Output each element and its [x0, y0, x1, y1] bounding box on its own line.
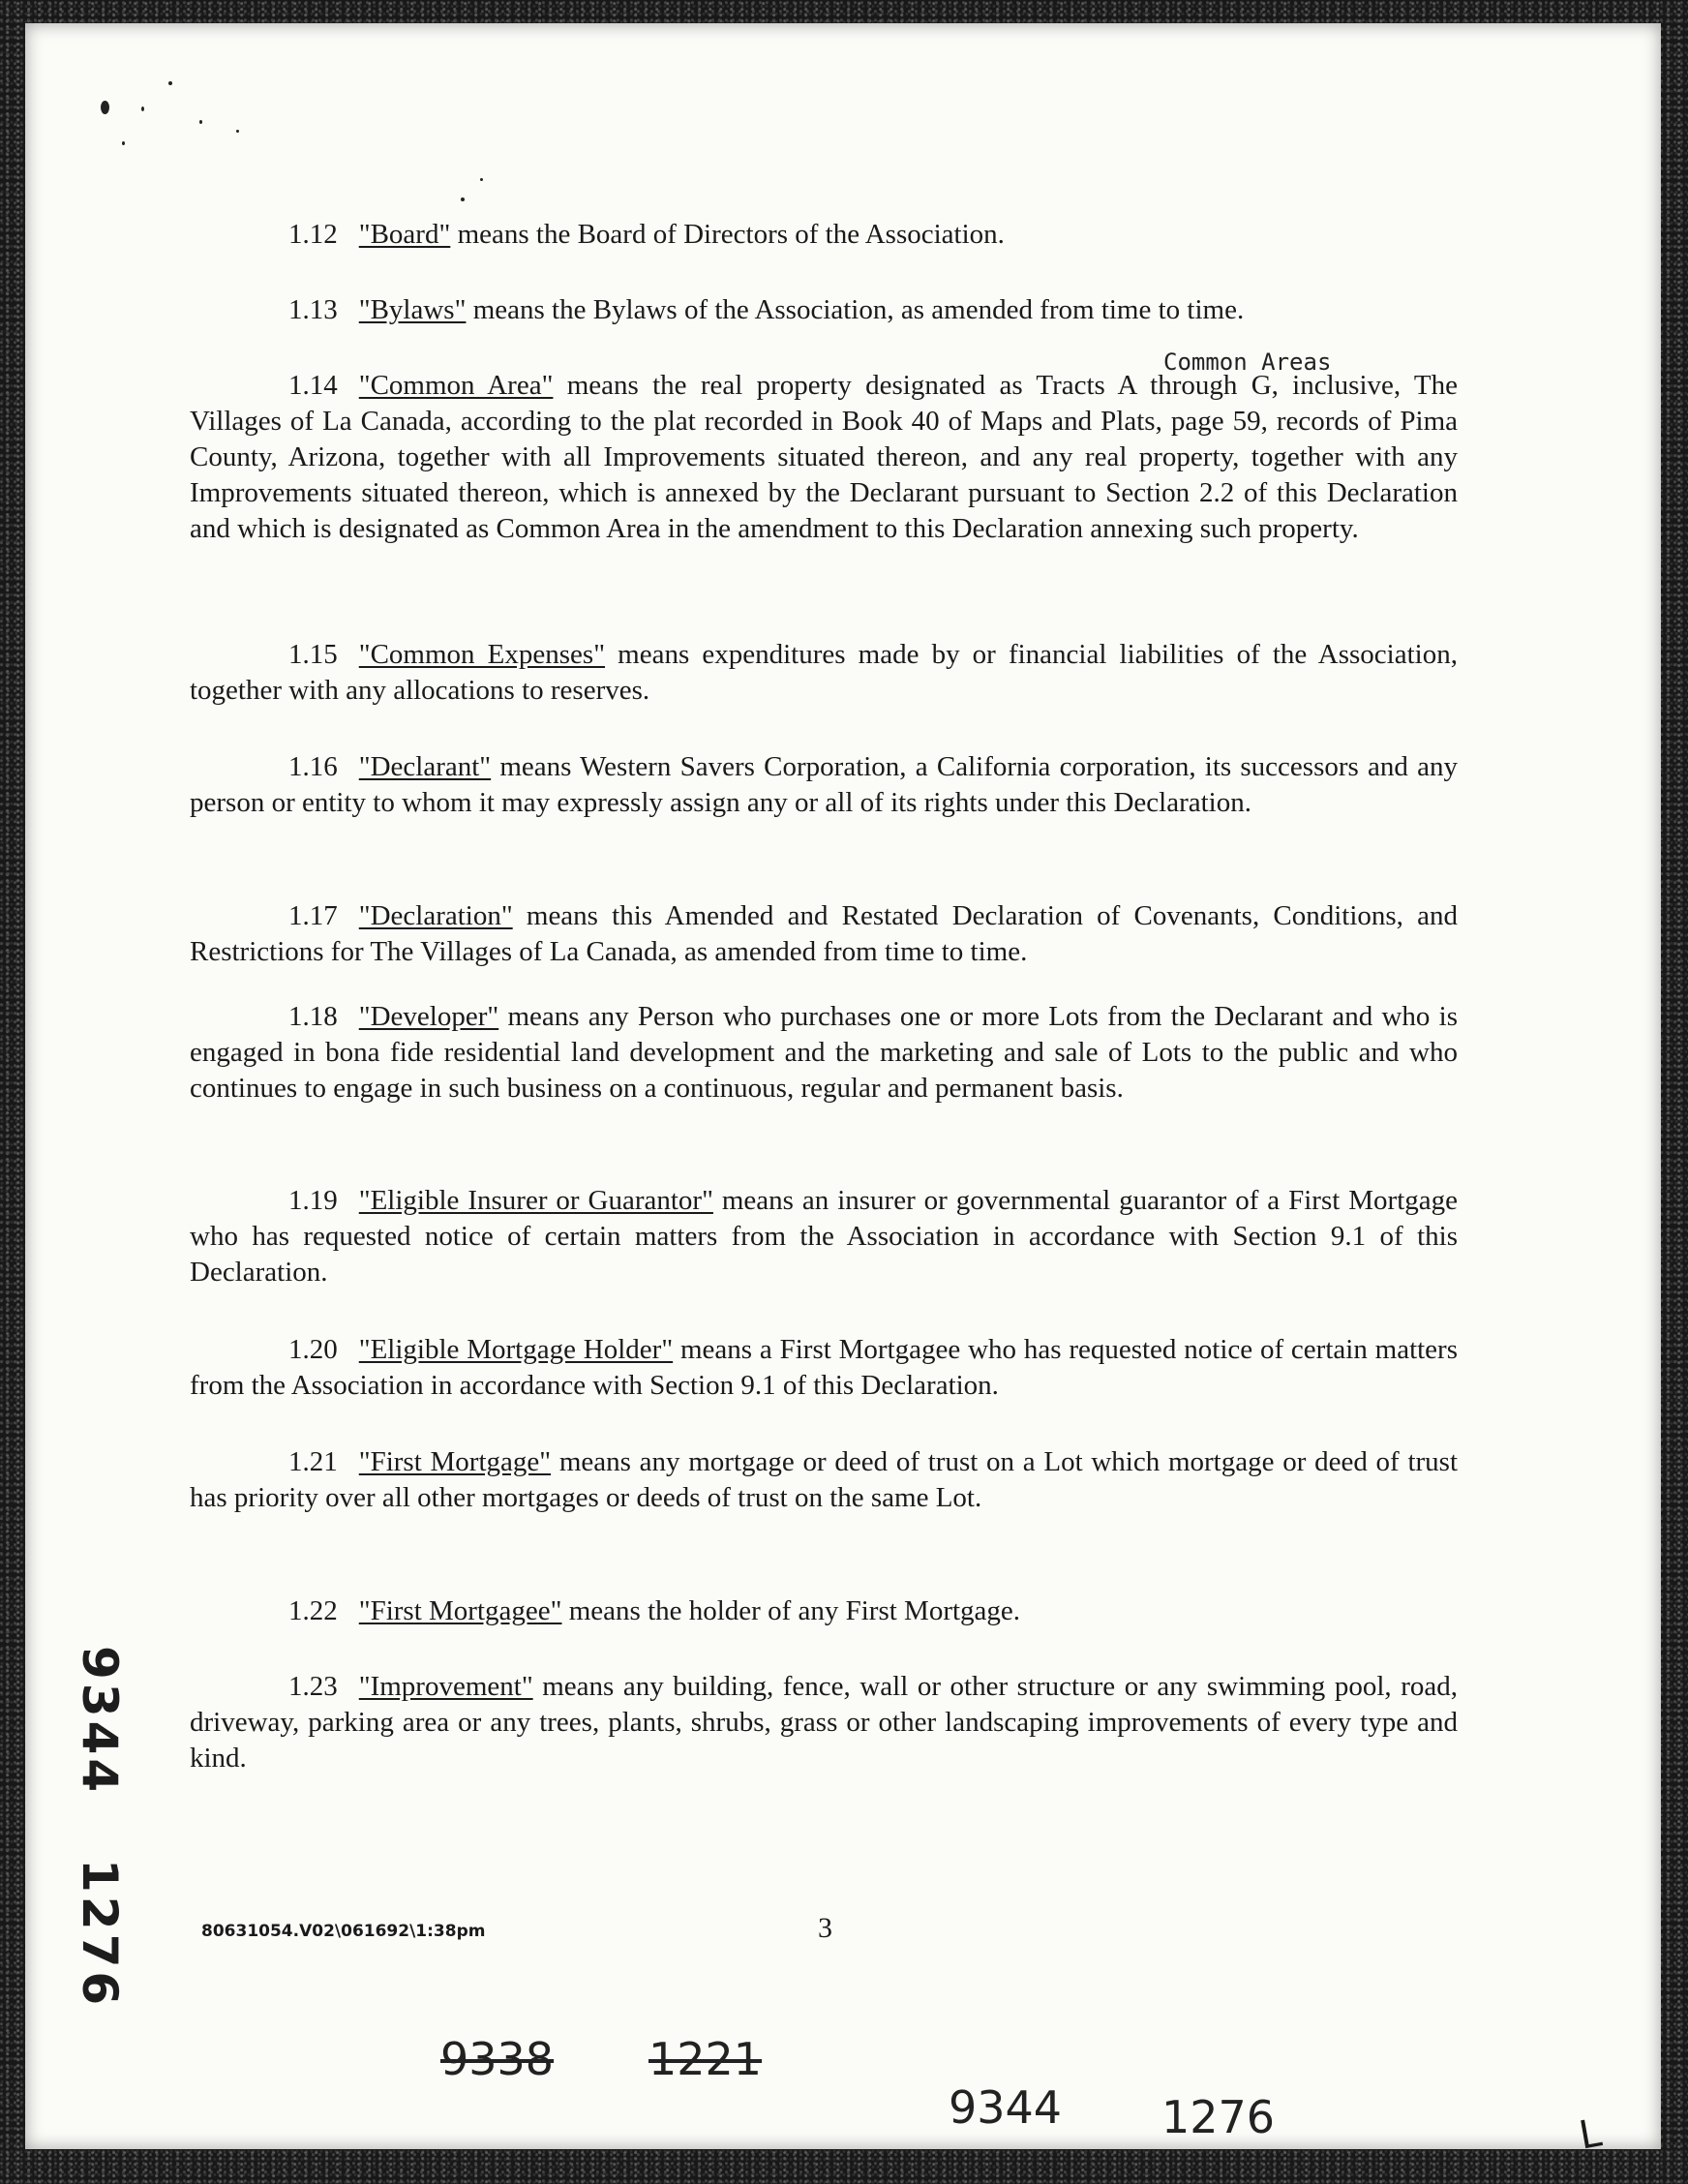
- definition-text: means the Board of Directors of the Association.: [450, 219, 1005, 250]
- definition-1-18: [190, 999, 1458, 1107]
- definition-1-16: [190, 749, 1458, 821]
- section-number: 1.16: [288, 751, 338, 782]
- section-number: 1.14: [288, 370, 338, 401]
- new-page-number: 1276: [1161, 2091, 1276, 2143]
- defined-term: "Declaration": [358, 900, 513, 931]
- defined-term: "Bylaws": [358, 294, 467, 325]
- definition-text: means this Amended and Restated Declaration of Covenants, Conditions, and Restrictions for The Villages of La Canada, as amended from time to time.: [190, 900, 1458, 967]
- definition-1-21: [190, 1444, 1458, 1516]
- footer-file-reference: 80631054.V02\061692\1:38pm: [201, 1922, 486, 1941]
- defined-term: "First Mortgage": [358, 1446, 552, 1477]
- definition-text: means the holder of any First Mortgage.: [561, 1595, 1021, 1626]
- definition-1-12: [190, 217, 1458, 253]
- definition-1-19: [190, 1183, 1458, 1290]
- section-number: 1.23: [288, 1671, 338, 1702]
- defined-term: "Eligible Insurer or Guarantor": [358, 1185, 713, 1216]
- definition-1-23: [190, 1669, 1458, 1776]
- definition-text: means a First Mortgagee who has requested notice of certain matters from the Association in accordance with Section 9.1 of this Declaration.: [190, 1334, 1458, 1401]
- handwritten-insertion: Common Areas: [1163, 349, 1332, 376]
- scan-specks: [83, 81, 499, 236]
- definition-text: means the real property designated as Tracts A through G, inclusive, The Villages of La Canada, according to the plat recorded in Book 40 of Maps and Plats, page 59, records of Pima County, Arizona, together with all Improvements situated thereon, and any real property, together with any Improvements situated thereon, which is annexed by the Declarant pursuant to Section 2.2 of this Declaration and which is designated as Common Area in the amendment to this Declaration annexing such property.: [190, 370, 1458, 544]
- definition-1-13: [190, 292, 1458, 328]
- defined-term: "First Mortgagee": [358, 1595, 562, 1626]
- definition-text: means expenditures made by or financial liabilities of the Association, together with any allocations to reserves.: [190, 639, 1458, 706]
- section-number: 1.12: [288, 219, 338, 250]
- defined-term: "Common Expenses": [358, 639, 606, 670]
- margin-book-number: 9344: [72, 1646, 128, 1797]
- definition-1-15: [190, 637, 1458, 709]
- section-number: 1.17: [288, 900, 338, 931]
- handwritten-mark: L: [1576, 2110, 1606, 2159]
- old-page-number: 1221: [648, 2033, 763, 2085]
- definition-1-20: [190, 1332, 1458, 1404]
- margin-page-number: 1276: [72, 1859, 128, 2010]
- defined-term: "Board": [358, 219, 451, 250]
- defined-term: "Improvement": [358, 1671, 533, 1702]
- section-number: 1.15: [288, 639, 338, 670]
- definition-text: means the Bylaws of the Association, as amended from time to time.: [466, 294, 1245, 325]
- definition-text: means any Person who purchases one or more Lots from the Declarant and who is engaged in bona fide residential land development and the marketing and sale of Lots to the public and who continues to engage in such business on a continuous, regular and permanent basis.: [190, 1001, 1458, 1104]
- page-number: 3: [818, 1912, 832, 1944]
- section-number: 1.22: [288, 1595, 338, 1626]
- section-number: 1.13: [288, 294, 338, 325]
- definition-text: means any building, fence, wall or other structure or any swimming pool, road, driveway, parking area or any trees, plants, shrubs, grass or other landscaping improvements of every type and kind.: [190, 1671, 1458, 1774]
- old-book-number: 9338: [440, 2033, 555, 2085]
- definition-1-14: [190, 368, 1458, 547]
- definition-1-22: [190, 1593, 1458, 1629]
- definition-text: means an insurer or governmental guarantor of a First Mortgage who has requested notice of certain matters from the Association in accordance with Section 9.1 of this Declaration.: [190, 1185, 1458, 1288]
- defined-term: "Developer": [358, 1001, 499, 1032]
- definition-text: means any mortgage or deed of trust on a Lot which mortgage or deed of trust has priority over all other mortgages or deeds of trust on the same Lot.: [190, 1446, 1459, 1513]
- definition-1-17: [190, 898, 1458, 970]
- section-number: 1.21: [288, 1446, 338, 1477]
- defined-term: "Eligible Mortgage Holder": [358, 1334, 674, 1365]
- definition-text: means Western Savers Corporation, a California corporation, its successors and any person or entity to whom it may expressly assign any or all of its rights under this Declaration.: [190, 751, 1458, 818]
- defined-term: "Declarant": [358, 751, 492, 782]
- defined-term: "Common Area": [358, 370, 554, 401]
- section-number: 1.19: [288, 1185, 338, 1216]
- section-number: 1.20: [288, 1334, 338, 1365]
- section-number: 1.18: [288, 1001, 338, 1032]
- new-book-number: 9344: [949, 2081, 1063, 2134]
